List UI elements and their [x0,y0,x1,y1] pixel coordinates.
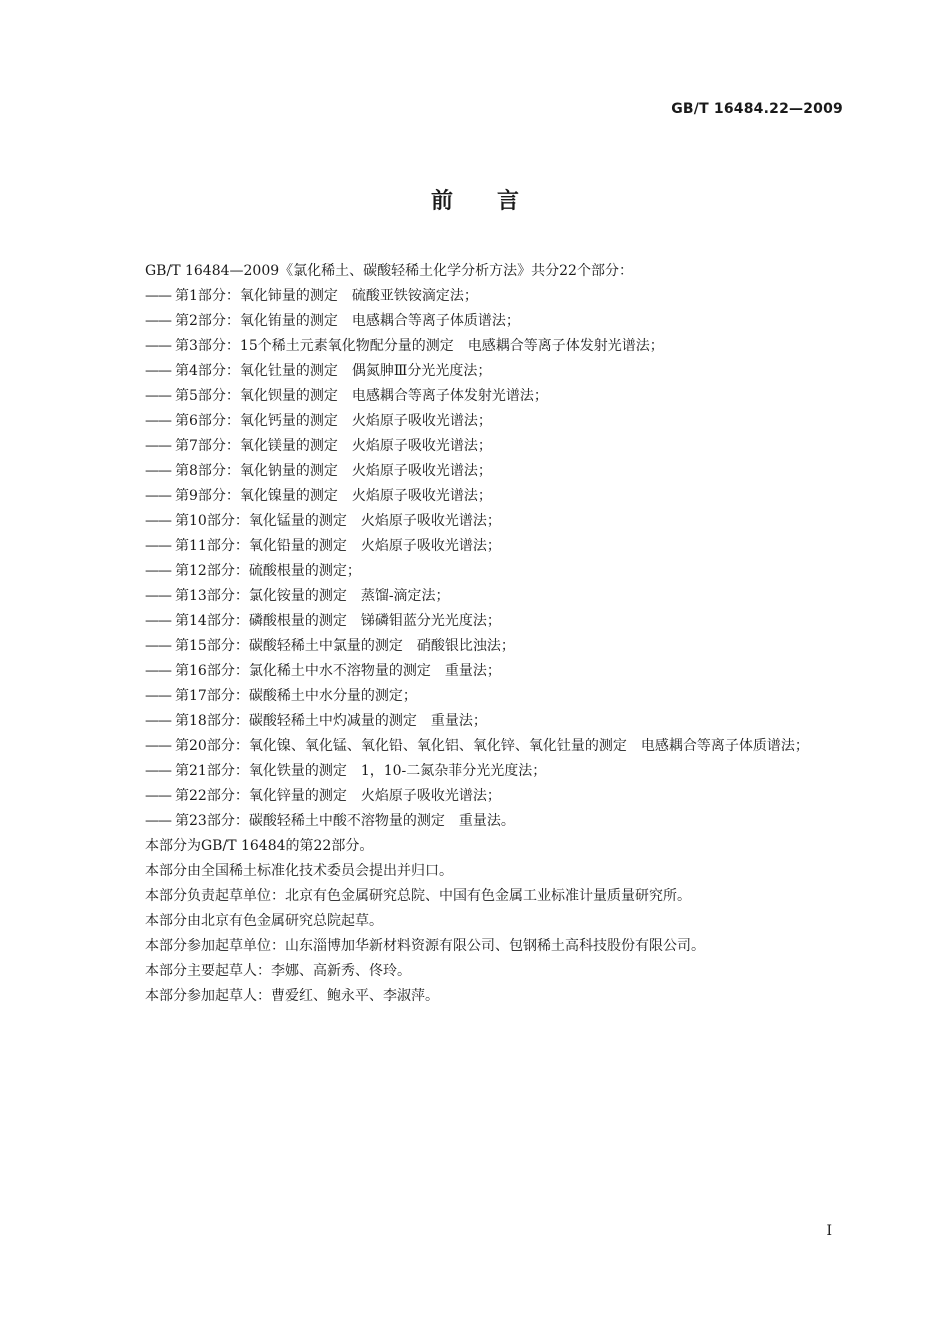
part-item [145,559,845,584]
part-item [145,784,845,809]
em-dash: —— [145,638,171,654]
part-item [145,409,845,434]
statement-line: 本部分负责起草单位：北京有色金属研究总院、中国有色金属工业标准计量质量研究所。 [145,888,691,904]
statements-list [145,834,845,1009]
part-item [145,509,845,534]
part-method: 硫酸亚铁铵滴定法； [351,288,478,304]
part-label: 第12部分：硫酸根量的测定； [175,563,361,579]
part-item [145,284,845,309]
part-item [145,659,845,684]
part-method: 蒸馏-滴定法； [360,588,450,604]
part-item [145,359,845,384]
em-dash: —— [145,413,171,429]
em-dash: —— [145,788,171,804]
standard-number: GB/T 16484.22—2009 [671,101,843,117]
em-dash: —— [145,363,171,379]
statement-line: 本部分主要起草人：李娜、高新秀、佟玲。 [145,963,411,979]
part-item [145,809,845,834]
part-label: 第3部分：15个稀土元素氧化物配分量的测定 [175,338,454,354]
part-item [145,709,845,734]
part-method: 火焰原子吸收光谱法； [360,788,501,804]
em-dash: —— [145,713,171,729]
part-method: 电感耦合等离子体质谱法； [640,738,809,754]
part-method: 重量法； [430,713,487,729]
part-item [145,459,845,484]
parts-list [145,284,845,834]
em-dash: —— [145,313,171,329]
part-method: 电感耦合等离子体质谱法； [351,313,520,329]
statement-line: 本部分由全国稀土标准化技术委员会提出并归口。 [145,863,453,879]
part-item [145,434,845,459]
part-item [145,684,845,709]
part-label: 第5部分：氧化钡量的测定 [175,388,338,404]
part-item [145,334,845,359]
part-label: 第21部分：氧化铁量的测定 [175,763,347,779]
part-label: 第2部分：氧化铕量的测定 [175,313,338,329]
part-label: 第4部分：氧化钍量的测定 [175,363,338,379]
part-method: 火焰原子吸收光谱法； [351,413,492,429]
em-dash: —— [145,463,171,479]
em-dash: —— [145,663,171,679]
part-item [145,759,845,784]
part-label: 第23部分：碳酸轻稀土中酸不溶物量的测定 [175,813,445,829]
part-label: 第22部分：氧化锌量的测定 [175,788,347,804]
part-label: 第10部分：氧化锰量的测定 [175,513,347,529]
em-dash: —— [145,813,171,829]
part-item [145,309,845,334]
part-label: 第15部分：碳酸轻稀土中氯量的测定 [175,638,403,654]
part-item [145,384,845,409]
em-dash: —— [145,388,171,404]
part-item [145,609,845,634]
part-method: 硝酸银比浊法； [416,638,515,654]
part-label: 第17部分：碳酸稀土中水分量的测定； [175,688,417,704]
em-dash: —— [145,538,171,554]
part-method: 火焰原子吸收光谱法； [351,438,492,454]
part-label: 第7部分：氧化镁量的测定 [175,438,338,454]
em-dash: —— [145,288,171,304]
part-item [145,634,845,659]
part-label: 第11部分：氧化铅量的测定 [175,538,347,554]
part-method: 火焰原子吸收光谱法； [351,463,492,479]
em-dash: —— [145,613,171,629]
part-item [145,734,845,759]
part-item [145,484,845,509]
part-method: 重量法。 [458,813,515,829]
page-number: I [826,1223,832,1239]
foreword-body [145,259,845,1009]
part-method: 锑磷钼蓝分光光度法； [360,613,501,629]
statement-line: 本部分参加起草人：曹爱红、鲍永平、李淑萍。 [145,988,439,1004]
part-label: 第1部分：氧化铈量的测定 [175,288,338,304]
part-label: 第16部分：氯化稀土中水不溶物量的测定 [175,663,431,679]
em-dash: —— [145,588,171,604]
em-dash: —— [145,563,171,579]
part-method: 偶氮胂Ⅲ分光光度法； [351,363,492,379]
part-method: 火焰原子吸收光谱法； [360,513,501,529]
part-item [145,534,845,559]
page-title: 前言 [430,189,563,214]
part-label: 第18部分：碳酸轻稀土中灼减量的测定 [175,713,417,729]
part-method: 重量法； [444,663,501,679]
statement-line: 本部分参加起草单位：山东淄博加华新材料资源有限公司、包钢稀土高科技股份有限公司。 [145,938,705,954]
part-label: 第20部分：氧化镍、氧化锰、氧化铅、氧化铝、氧化锌、氧化钍量的测定 [175,738,627,754]
part-method: 火焰原子吸收光谱法； [360,538,501,554]
part-item [145,584,845,609]
part-method: 火焰原子吸收光谱法； [351,488,492,504]
em-dash: —— [145,338,171,354]
part-label: 第13部分：氯化铵量的测定 [175,588,347,604]
part-method: 电感耦合等离子体发射光谱法； [351,388,548,404]
part-method: 1，10-二氮杂菲分光光度法； [360,763,547,779]
intro-line: GB/T 16484—2009《氯化稀土、碳酸轻稀土化学分析方法》共分22个部分： [145,263,633,279]
em-dash: —— [145,488,171,504]
part-label: 第9部分：氧化镍量的测定 [175,488,338,504]
em-dash: —— [145,513,171,529]
em-dash: —— [145,438,171,454]
statement-line: 本部分为GB/T 16484的第22部分。 [145,838,374,854]
statement-line: 本部分由北京有色金属研究总院起草。 [145,913,383,929]
em-dash: —— [145,688,171,704]
em-dash: —— [145,738,171,754]
part-label: 第14部分：磷酸根量的测定 [175,613,347,629]
part-label: 第8部分：氧化钠量的测定 [175,463,338,479]
part-label: 第6部分：氧化钙量的测定 [175,413,338,429]
em-dash: —— [145,763,171,779]
part-method: 电感耦合等离子体发射光谱法； [467,338,664,354]
